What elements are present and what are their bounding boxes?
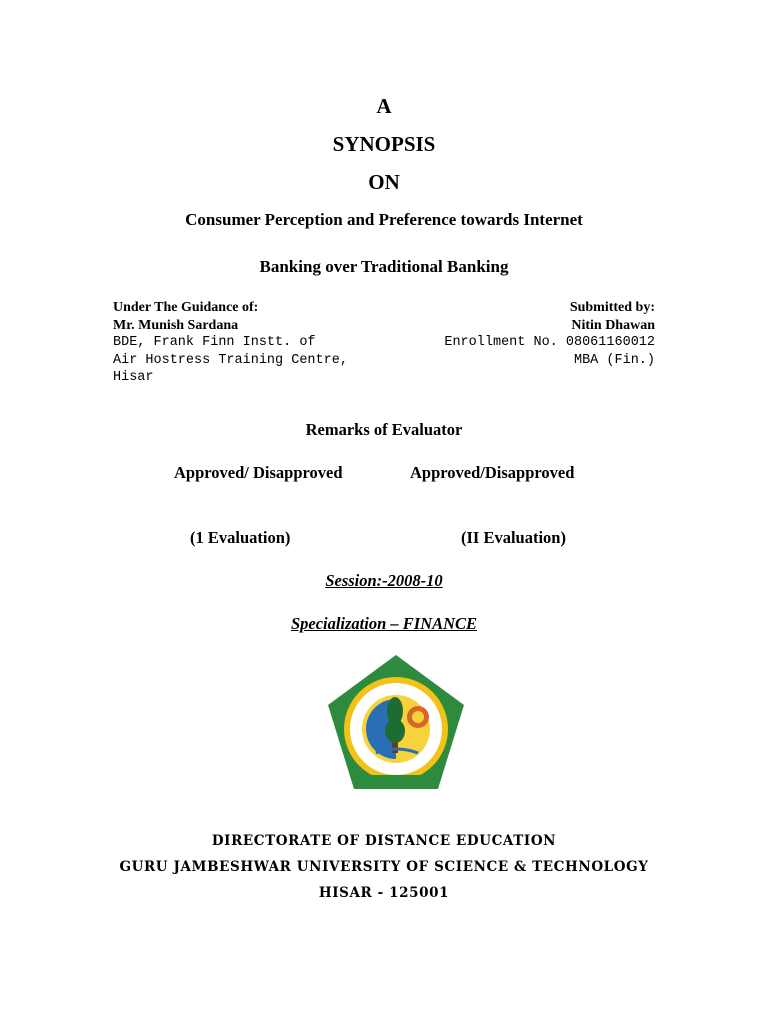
guide-line-3: Hisar [113, 370, 154, 385]
footer-university: GURU JAMBESHWAR UNIVERSITY OF SCIENCE & TECHNOLOGY [119, 859, 649, 875]
submitted-block [444, 299, 655, 369]
topic-line-2: Banking over Traditional Banking [259, 257, 509, 276]
guide-line-2: Air Hostress Training Centre, [113, 352, 348, 368]
title-synopsis: SYNOPSIS [332, 132, 436, 156]
university-seal-icon [326, 653, 466, 793]
student-name: Nitin Dhawan [571, 317, 655, 333]
remarks-heading: Remarks of Evaluator [305, 420, 463, 439]
program: MBA (Fin.) [573, 352, 655, 368]
title-on: ON [368, 170, 400, 194]
footer-city: HISAR - 125001 [318, 885, 450, 901]
right-evaluation: (II Evaluation) [461, 528, 566, 547]
topic-line-1: Consumer Perception and Preference towards Internet [185, 210, 583, 229]
right-status: Approved/Disapproved [410, 463, 575, 482]
specialization-label: Specialization – FINANCE [290, 614, 478, 633]
guidance-block [113, 299, 348, 387]
guide-name: Mr. Munish Sardana [113, 317, 239, 333]
title-a: A [376, 94, 392, 118]
guidance-heading: Under The Guidance of: [113, 300, 259, 315]
submitted-heading: Submitted by: [569, 300, 655, 315]
left-evaluation: (1 Evaluation) [190, 528, 291, 547]
session-label: Session:-2008-10 [325, 571, 443, 590]
footer-directorate: DIRECTORATE OF DISTANCE EDUCATION [211, 833, 557, 849]
guide-line-1: BDE, Frank Finn Instt. of [113, 335, 316, 350]
enrollment-number: Enrollment No. 08061160012 [444, 335, 655, 350]
left-status: Approved/ Disapproved [174, 463, 343, 482]
